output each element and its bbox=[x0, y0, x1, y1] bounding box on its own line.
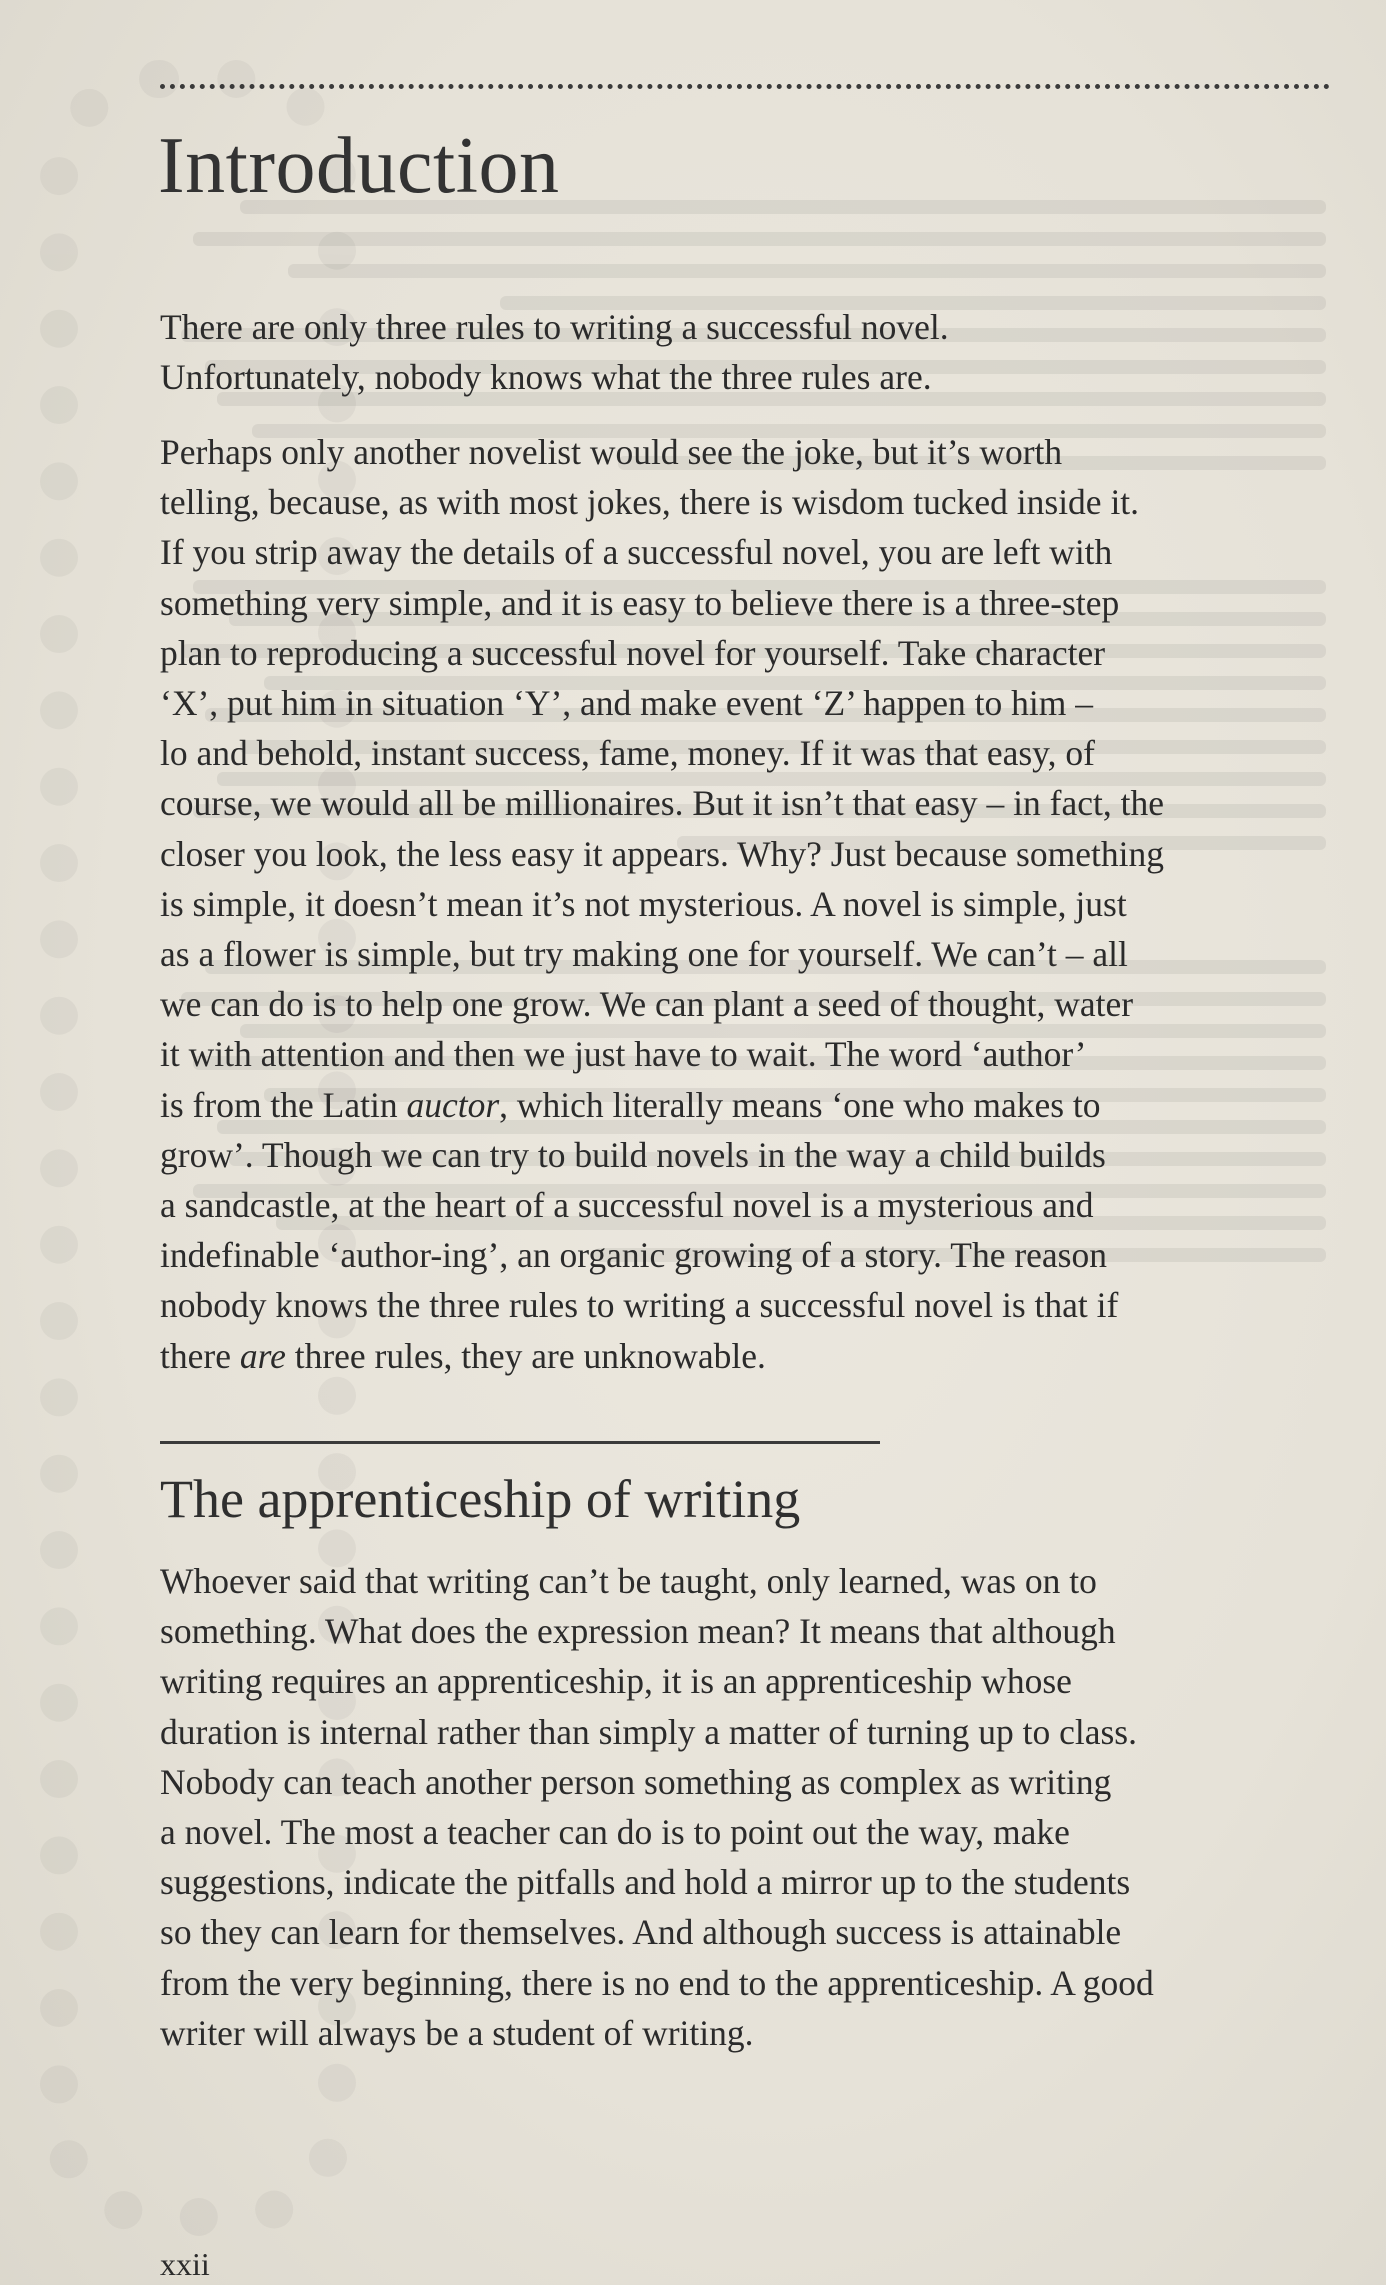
text-line: There are only three rules to writing a successful novel. bbox=[160, 307, 949, 347]
text-line: lo and behold, instant success, fame, money. If it was that easy, of bbox=[160, 733, 1095, 774]
text-line bbox=[160, 1080, 1335, 1130]
text-line: If you strip away the details of a successful novel, you are left with bbox=[160, 532, 1113, 573]
text-line: so they can learn for themselves. And although success is attainable bbox=[160, 1912, 1122, 1953]
text-line: Perhaps only another novelist would see the joke, but it’s worth bbox=[160, 432, 1063, 472]
text-line: plan to reproducing a successful novel for yourself. Take character bbox=[160, 632, 1106, 673]
text-line: we can do is to help one grow. We can plant a seed of thought, water bbox=[160, 984, 1134, 1025]
text-line: grow’. Though we can try to build novels in the way a child builds bbox=[160, 1134, 1106, 1175]
intro-paragraph-2 bbox=[160, 427, 1335, 1381]
text-segment: , which literally means ‘one who makes to bbox=[499, 1084, 1101, 1125]
text-line: as a flower is simple, but try making one for yourself. We can’t – all bbox=[160, 934, 1128, 975]
text-segment: is from the Latin bbox=[160, 1084, 407, 1125]
text-line: Unfortunately, nobody knows what the three rules are. bbox=[160, 357, 932, 398]
text-line: indefinable ‘author-ing’, an organic growing of a story. The reason bbox=[160, 1235, 1107, 1276]
text-segment: there bbox=[160, 1335, 240, 1376]
text-line: is simple, it doesn’t mean it’s not mysterious. A novel is simple, just bbox=[160, 883, 1127, 924]
text-line: Nobody can teach another person something as complex as writing bbox=[160, 1761, 1112, 1802]
intro-paragraph-1 bbox=[160, 302, 1335, 402]
italic-word: are bbox=[239, 1335, 286, 1376]
italic-word: auctor bbox=[406, 1084, 500, 1125]
page-number: xxii bbox=[160, 2246, 210, 2282]
text-line: telling, because, as with most jokes, there is wisdom tucked inside it. bbox=[160, 482, 1140, 523]
text-line: something. What does the expression mean? It means that although bbox=[160, 1611, 1116, 1652]
text-line: it with attention and then we just have to wait. The word ‘author’ bbox=[160, 1034, 1087, 1075]
text-line: writer will always be a student of writing. bbox=[160, 2012, 754, 2053]
text-line: a sandcastle, at the heart of a successful novel is a mysterious and bbox=[160, 1185, 1094, 1226]
text-line: suggestions, indicate the pitfalls and hold a mirror up to the students bbox=[160, 1862, 1131, 1903]
text-line: ‘X’, put him in situation ‘Y’, and make event ‘Z’ happen to him – bbox=[160, 683, 1093, 724]
page-title: Introduction bbox=[158, 122, 560, 210]
text-line: closer you look, the less easy it appears. Why? Just because something bbox=[160, 833, 1164, 874]
apprenticeship-paragraph bbox=[160, 1556, 1335, 2058]
text-line: a novel. The most a teacher can do is to point out the way, make bbox=[160, 1812, 1070, 1853]
text-line: nobody knows the three rules to writing a successful novel is that if bbox=[160, 1285, 1119, 1326]
section-heading: The apprenticeship of writing bbox=[160, 1469, 801, 1529]
text-line: duration is internal rather than simply a matter of turning up to class. bbox=[160, 1711, 1137, 1752]
text-segment: three rules, they are unknowable. bbox=[285, 1335, 766, 1376]
text-line: writing requires an apprenticeship, it is an apprenticeship whose bbox=[160, 1661, 1072, 1702]
text-line bbox=[160, 1331, 1335, 1381]
top-dotted-rule bbox=[160, 84, 1330, 89]
section-divider bbox=[160, 1441, 880, 1444]
text-line: from the very beginning, there is no end to the apprenticeship. A good bbox=[160, 1962, 1154, 2003]
text-line: something very simple, and it is easy to believe there is a three-step bbox=[160, 582, 1120, 623]
text-line: Whoever said that writing can’t be taught, only learned, was on to bbox=[160, 1561, 1097, 1601]
text-line: course, we would all be millionaires. But it isn’t that easy – in fact, the bbox=[160, 783, 1164, 824]
